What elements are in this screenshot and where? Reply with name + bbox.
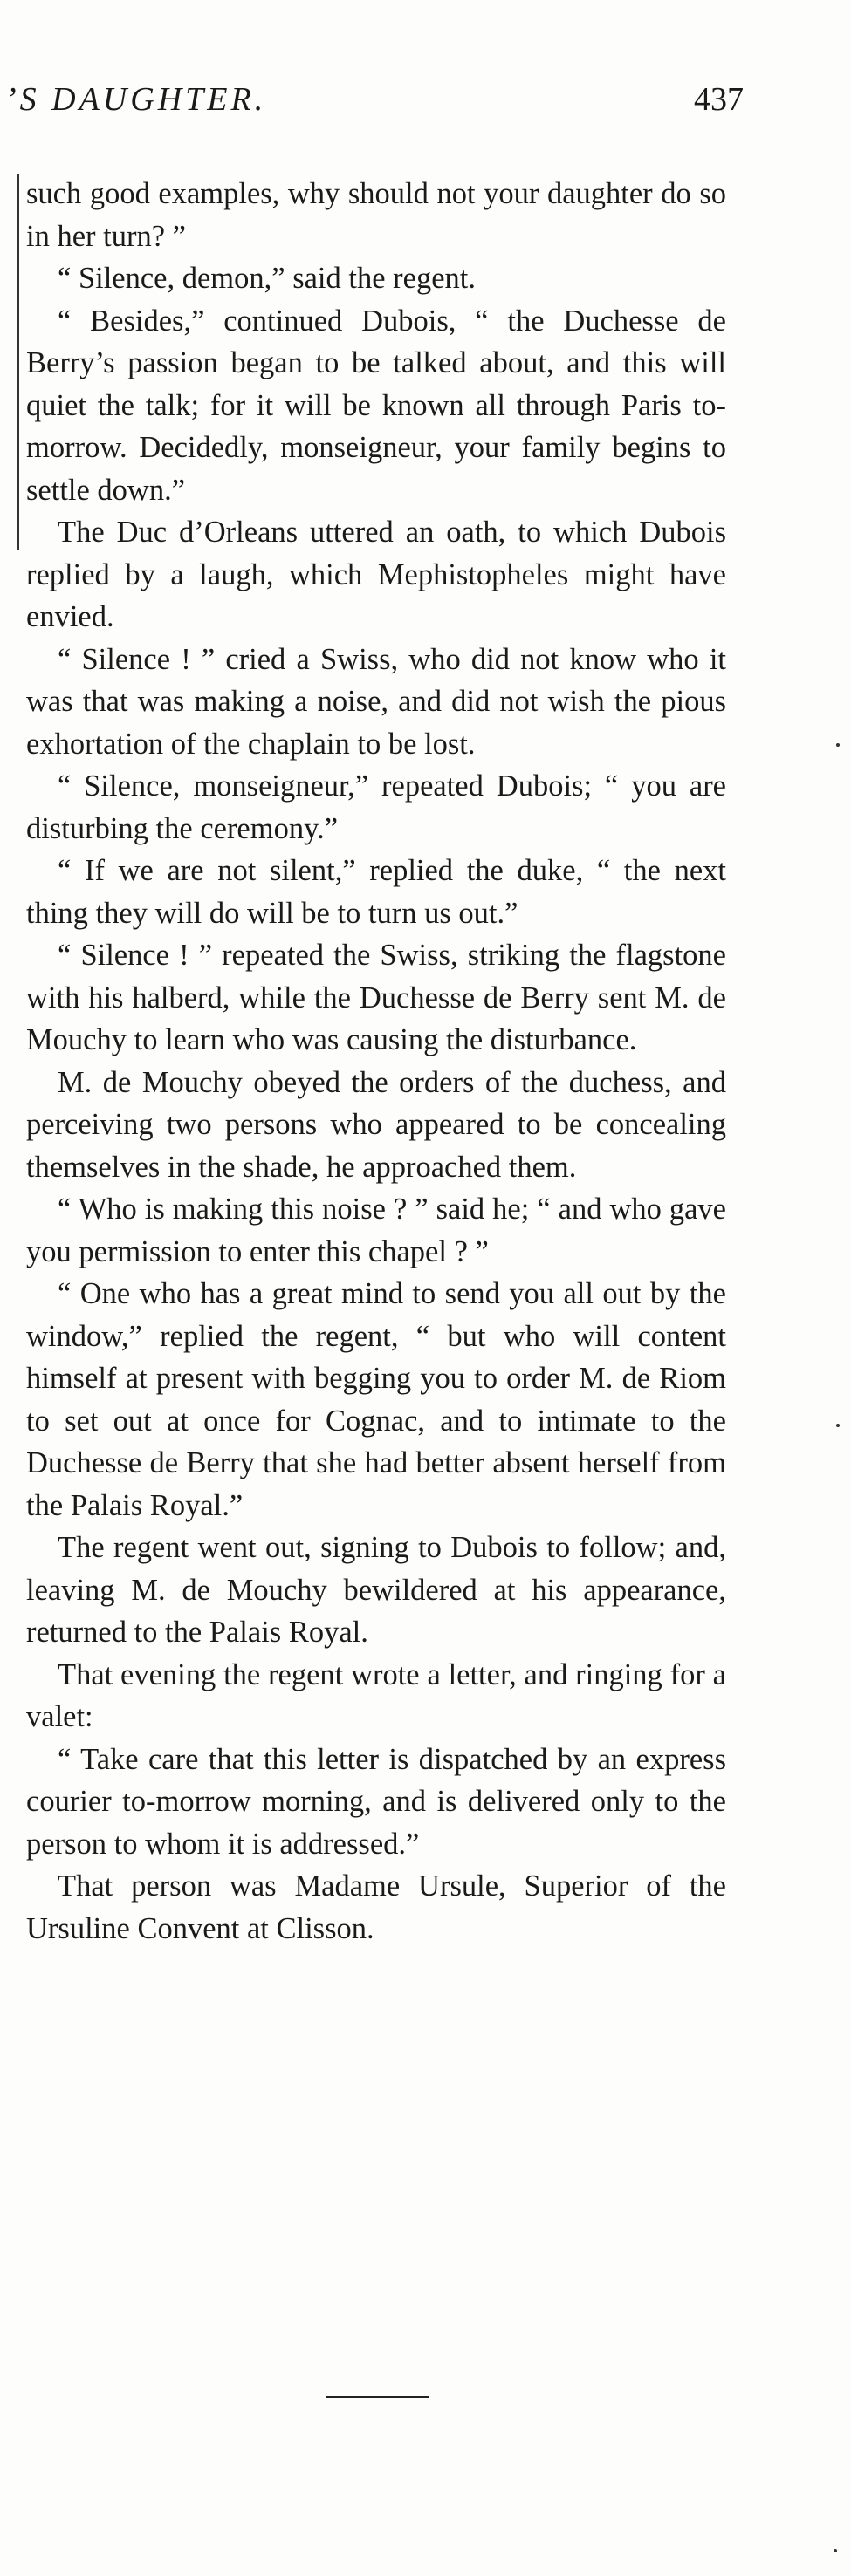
section-end-rule [326, 2396, 429, 2398]
page-number: 437 [694, 81, 744, 118]
paragraph-14: “ Take care that this letter is dispatched by an express courier to-morrow morning, and is delivered only to the person to whom it is addressed.” [26, 1742, 726, 1861]
paper-speck [836, 1424, 840, 1427]
paragraph-3: “ Besides,” continued Dubois, “ the Duchesse de Berry’s passion began to be talked about, and this will quiet the talk; for it will be known all through Paris to-morrow. Decidedly, monseigneur, your family begins to settle down.” [26, 304, 726, 507]
paragraph-11: “ One who has a great mind to send you all out by the window,” replied the regent, “ but who will content himself at present with begging you to order M. de Riom to set out at once for Cognac, and to intimate to the Duchesse de Berry that she had better absent herself from the Palais Royal.” [26, 1277, 726, 1522]
paragraph-7: “ If we are not silent,” replied the duke, “ the next thing they will do will be to turn us out.” [26, 854, 726, 930]
paragraph-13: That evening the regent wrote a letter, and ringing for a valet: [26, 1657, 726, 1733]
paragraph-10: “ Who is making this noise ? ” said he; “ and who gave you permission to enter this chapel ? ” [26, 1192, 726, 1268]
paragraph-6: “ Silence, monseigneur,” repeated Dubois; “ you are disturbing the ceremony.” [26, 769, 726, 845]
paragraph-1: such good examples, why should not your daughter do so in her turn? ” [26, 177, 726, 253]
margin-rule [17, 174, 19, 550]
paragraph-2: “ Silence, demon,” said the regent. [58, 262, 476, 295]
paragraph-12: The regent went out, signing to Dubois to follow; and, leaving M. de Mouchy bewildered at his appearance, returned to the Palais Royal. [26, 1531, 726, 1649]
paper-speck [834, 2549, 837, 2552]
body-text [26, 173, 726, 1950]
paragraph-5: “ Silence ! ” cried a Swiss, who did not know who it was that was making a noise, and did not wish the pious exhortation of the chaplain to be lost. [26, 642, 726, 761]
paragraph-8: “ Silence ! ” repeated the Swiss, striking the flagstone with his halberd, while the Duchesse de Berry sent M. de Mouchy to learn who was causing the disturbance. [26, 939, 726, 1056]
page-header [0, 80, 851, 133]
paragraph-9: M. de Mouchy obeyed the orders of the duchess, and perceiving two persons who appeared to be concealing themselves in the shade, he approached them. [26, 1065, 726, 1184]
paragraph-15: That person was Madame Ursule, Superior of the Ursuline Convent at Clisson. [26, 1869, 726, 1945]
running-title: ’S DAUGHTER. [5, 81, 267, 118]
paragraph-4: The Duc d’Orleans uttered an oath, to which Dubois replied by a laugh, which Mephistopheles might have envied. [26, 516, 726, 633]
paper-speck [836, 743, 840, 747]
